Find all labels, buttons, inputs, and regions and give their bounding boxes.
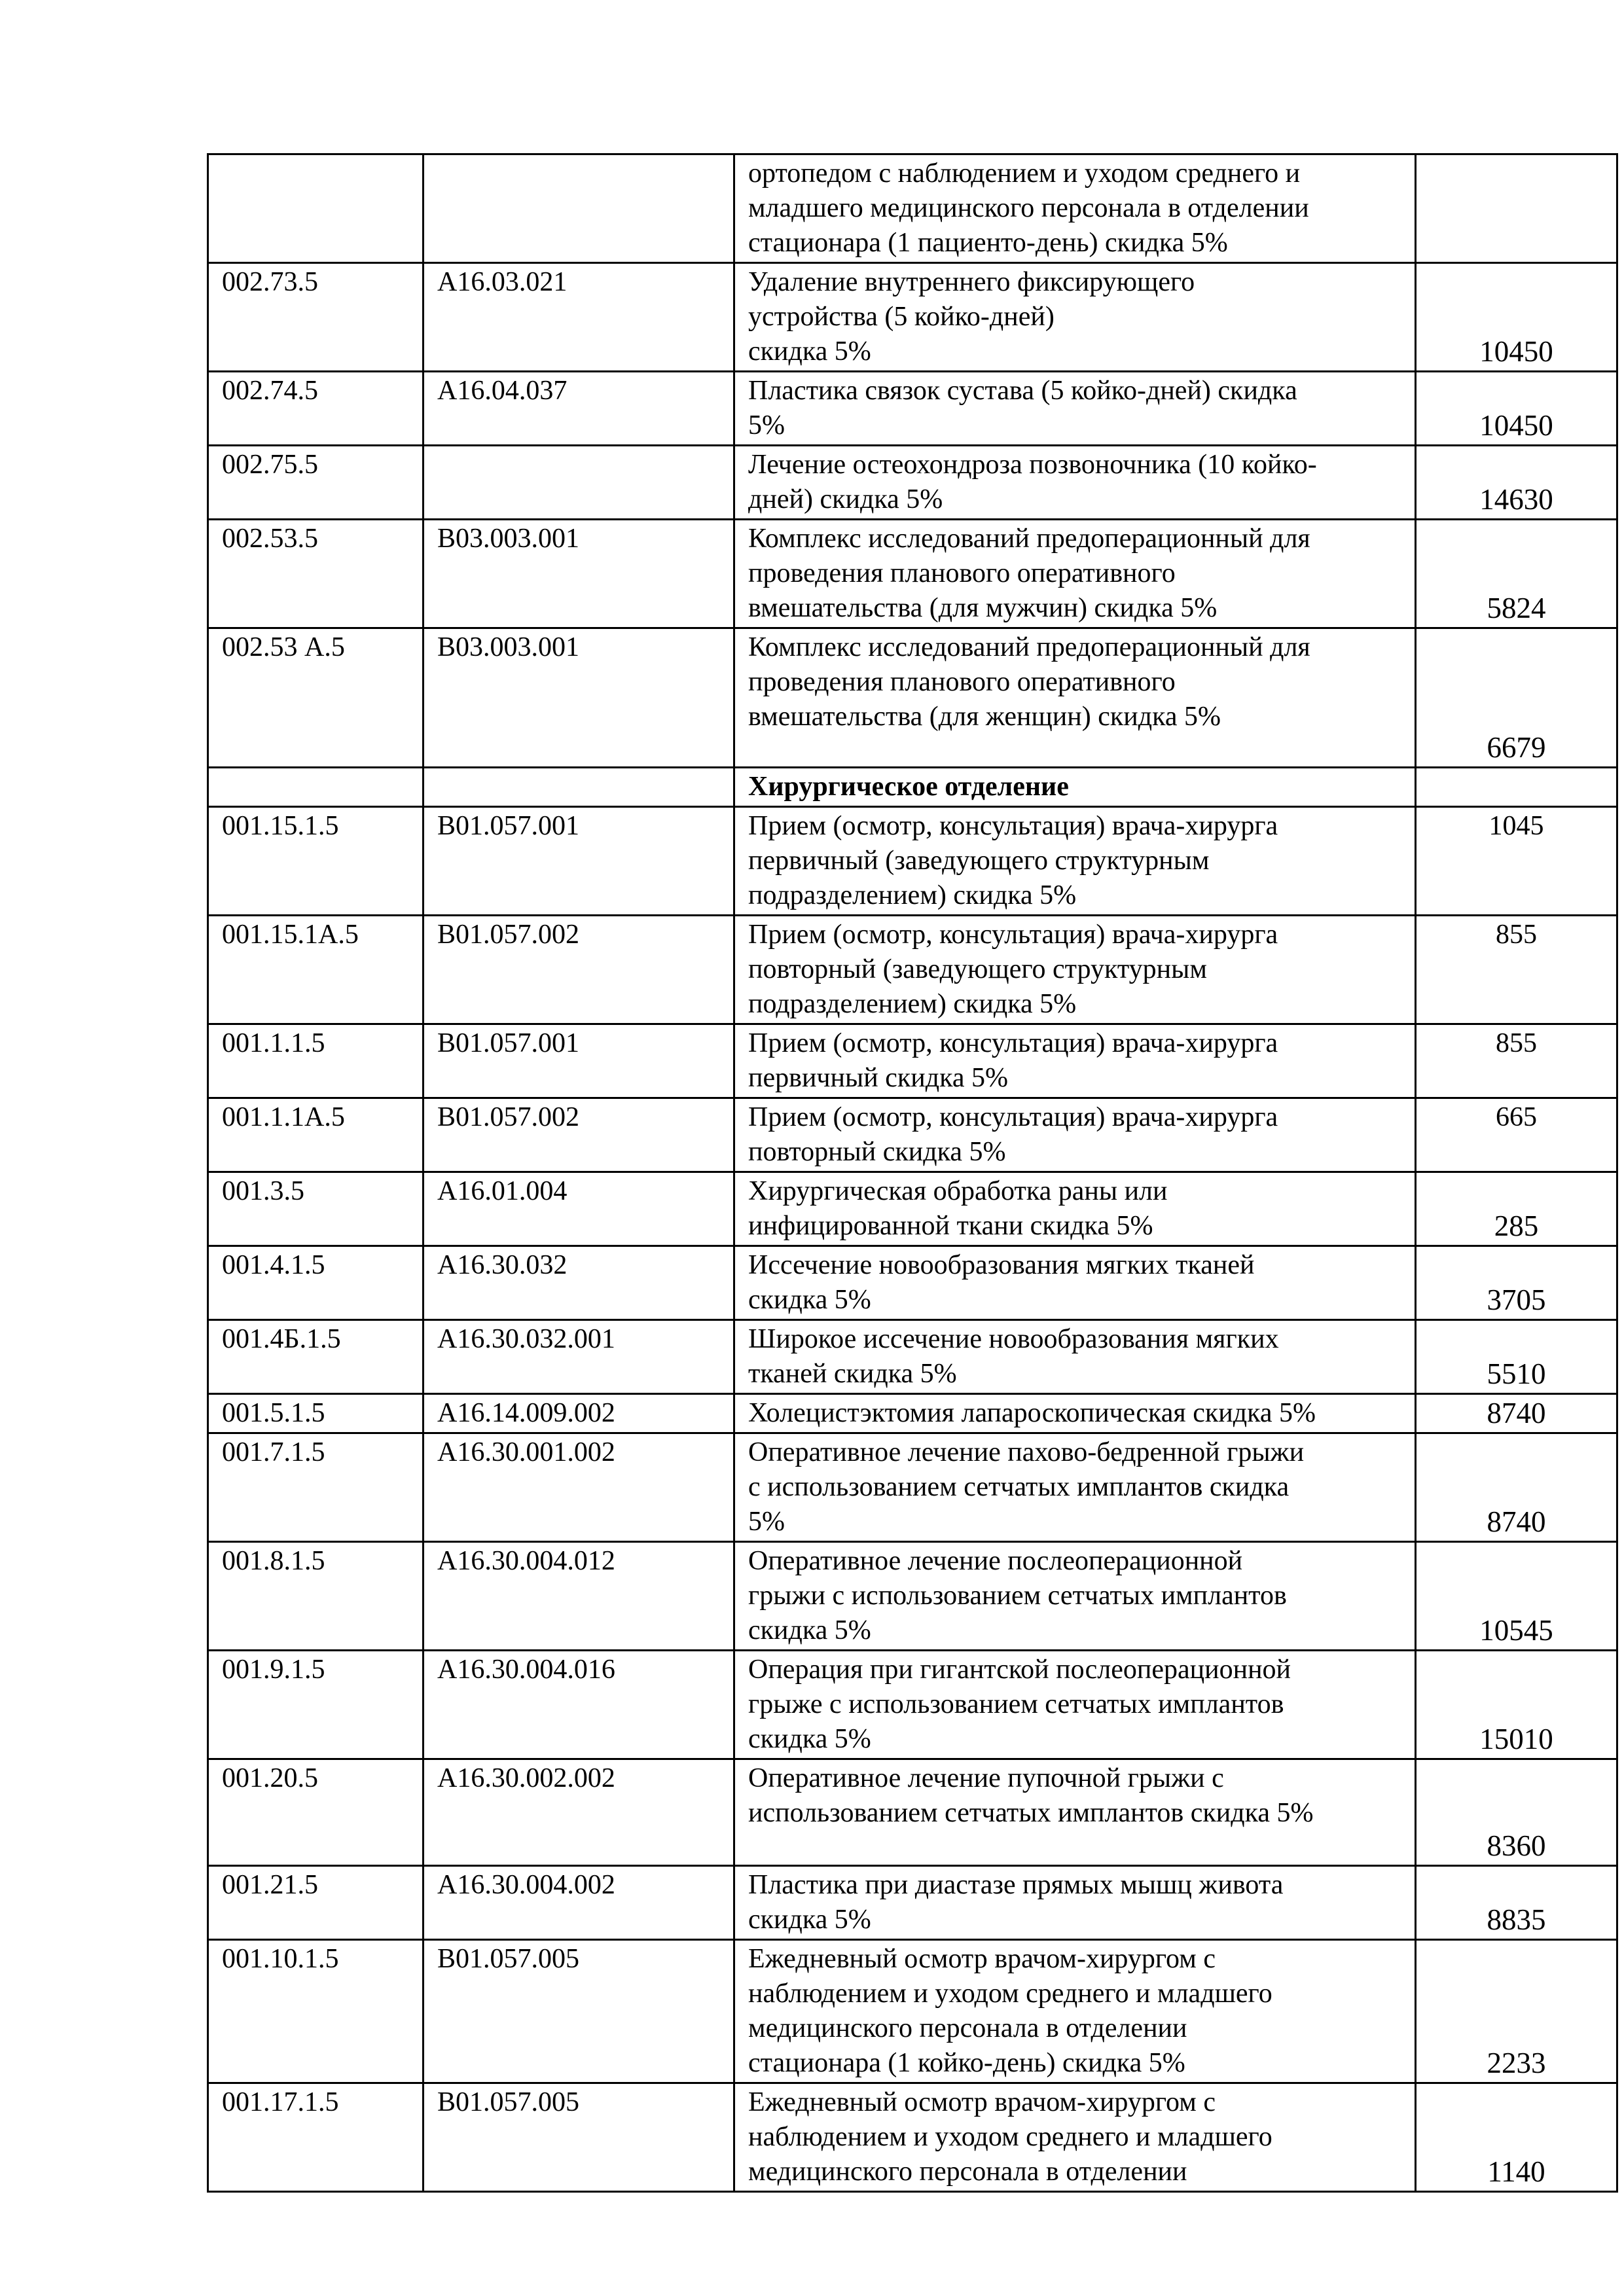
service-code-cell: 001.1.1.5 [208, 1024, 424, 1098]
nomenclature-code-cell: A16.30.004.002 [424, 1866, 734, 1940]
price-cell: 855 [1416, 1024, 1617, 1098]
nomenclature-code-cell [424, 768, 734, 807]
service-code-cell: 002.74.5 [208, 372, 424, 446]
table-row [208, 2083, 1617, 2192]
service-code-cell: 001.3.5 [208, 1172, 424, 1246]
service-name-cell: Оперативное лечение пупочной грыжи с использованием сетчатых имплантов скидка 5% [734, 1759, 1416, 1866]
service-name-cell: Ежедневный осмотр врачом-хирургом с наблюдением и уходом среднего и младшего медицинского персонала в отделении [734, 2083, 1416, 2192]
table-row [208, 1246, 1617, 1320]
nomenclature-code-cell [424, 446, 734, 520]
service-code-cell: 001.9.1.5 [208, 1651, 424, 1759]
service-name-cell: Холецистэктомия лапароскопическая скидка 5% [734, 1394, 1416, 1433]
service-code-cell: 001.7.1.5 [208, 1433, 424, 1542]
section-header-row [208, 768, 1617, 807]
service-name-cell: Оперативное лечение пахово-бедренной грыжи с использованием сетчатых имплантов скидка 5% [734, 1433, 1416, 1542]
price-cell: 6679 [1416, 628, 1617, 768]
price-cell: 3705 [1416, 1246, 1617, 1320]
service-name-cell: Операция при гигантской послеоперационной грыже с использованием сетчатых имплантов скидка 5% [734, 1651, 1416, 1759]
price-cell: 5824 [1416, 520, 1617, 628]
service-code-cell [208, 154, 424, 263]
table-row [208, 154, 1617, 263]
price-table [207, 153, 1618, 2193]
nomenclature-code-cell: B01.057.002 [424, 916, 734, 1024]
table-row [208, 1172, 1617, 1246]
service-code-cell: 001.1.1А.5 [208, 1098, 424, 1172]
nomenclature-code-cell: A16.30.032 [424, 1246, 734, 1320]
service-code-cell: 001.8.1.5 [208, 1542, 424, 1651]
price-cell: 10545 [1416, 1542, 1617, 1651]
table-row [208, 1320, 1617, 1394]
nomenclature-code-cell: B01.057.002 [424, 1098, 734, 1172]
nomenclature-code-cell: A16.14.009.002 [424, 1394, 734, 1433]
service-name-cell: Хирургическая обработка раны или инфицированной ткани скидка 5% [734, 1172, 1416, 1246]
service-code-cell: 001.21.5 [208, 1866, 424, 1940]
table-row [208, 1433, 1617, 1542]
nomenclature-code-cell: A16.30.004.012 [424, 1542, 734, 1651]
price-cell: 1140 [1416, 2083, 1617, 2192]
service-code-cell: 001.17.1.5 [208, 2083, 424, 2192]
table-row [208, 628, 1617, 768]
service-code-cell: 001.10.1.5 [208, 1940, 424, 2083]
service-code-cell: 001.5.1.5 [208, 1394, 424, 1433]
service-name-cell: ортопедом с наблюдением и уходом среднего и младшего медицинского персонала в отделении стационара (1 пациенто-день) скидка 5% [734, 154, 1416, 263]
table-row [208, 263, 1617, 372]
service-name-cell: Пластика связок сустава (5 койко-дней) скидка 5% [734, 372, 1416, 446]
nomenclature-code-cell: B03.003.001 [424, 628, 734, 768]
price-cell: 2233 [1416, 1940, 1617, 2083]
service-code-cell: 001.4Б.1.5 [208, 1320, 424, 1394]
price-cell: 14630 [1416, 446, 1617, 520]
service-name-cell: Удаление внутреннего фиксирующего устройства (5 койко-дней) скидка 5% [734, 263, 1416, 372]
service-code-cell: 002.73.5 [208, 263, 424, 372]
nomenclature-code-cell: B01.057.005 [424, 1940, 734, 2083]
price-cell: 10450 [1416, 263, 1617, 372]
table-row [208, 1542, 1617, 1651]
service-name-cell: Комплекс исследований предоперационный для проведения планового оперативного вмешательства (для женщин) скидка 5% [734, 628, 1416, 768]
service-name-cell: Комплекс исследований предоперационный для проведения планового оперативного вмешательства (для мужчин) скидка 5% [734, 520, 1416, 628]
price-cell: 10450 [1416, 372, 1617, 446]
service-code-cell: 001.4.1.5 [208, 1246, 424, 1320]
price-cell: 665 [1416, 1098, 1617, 1172]
nomenclature-code-cell: B01.057.001 [424, 807, 734, 916]
nomenclature-code-cell: A16.30.001.002 [424, 1433, 734, 1542]
table-row [208, 1024, 1617, 1098]
service-name-cell: Лечение остеохондроза позвоночника (10 койко- дней) скидка 5% [734, 446, 1416, 520]
nomenclature-code-cell: B01.057.001 [424, 1024, 734, 1098]
nomenclature-code-cell: A16.03.021 [424, 263, 734, 372]
nomenclature-code-cell: A16.04.037 [424, 372, 734, 446]
service-name-cell: Ежедневный осмотр врачом-хирургом с наблюдением и уходом среднего и младшего медицинского персонала в отделении стационара (1 койко-день) скидка 5% [734, 1940, 1416, 2083]
price-cell: 15010 [1416, 1651, 1617, 1759]
table-row [208, 372, 1617, 446]
nomenclature-code-cell: A16.30.004.016 [424, 1651, 734, 1759]
service-code-cell: 001.20.5 [208, 1759, 424, 1866]
nomenclature-code-cell: A16.30.032.001 [424, 1320, 734, 1394]
service-name-cell: Иссечение новообразования мягких тканей скидка 5% [734, 1246, 1416, 1320]
price-cell [1416, 154, 1617, 263]
price-cell: 5510 [1416, 1320, 1617, 1394]
service-name-cell: Прием (осмотр, консультация) врача-хирурга первичный скидка 5% [734, 1024, 1416, 1098]
service-code-cell: 002.53.5 [208, 520, 424, 628]
price-cell: 8835 [1416, 1866, 1617, 1940]
price-cell: 285 [1416, 1172, 1617, 1246]
price-cell: 8740 [1416, 1433, 1617, 1542]
table-row [208, 520, 1617, 628]
service-code-cell [208, 768, 424, 807]
price-cell [1416, 768, 1617, 807]
table-row [208, 807, 1617, 916]
nomenclature-code-cell: A16.30.002.002 [424, 1759, 734, 1866]
service-name-cell: Оперативное лечение послеоперационной грыжи с использованием сетчатых имплантов скидка 5% [734, 1542, 1416, 1651]
price-table-body [208, 154, 1617, 2192]
nomenclature-code-cell: A16.01.004 [424, 1172, 734, 1246]
price-cell: 1045 [1416, 807, 1617, 916]
table-row [208, 1098, 1617, 1172]
table-row [208, 1651, 1617, 1759]
service-name-cell: Прием (осмотр, консультация) врача-хирурга повторный скидка 5% [734, 1098, 1416, 1172]
table-row [208, 1759, 1617, 1866]
service-code-cell: 002.53 А.5 [208, 628, 424, 768]
table-row [208, 1866, 1617, 1940]
table-row [208, 1940, 1617, 2083]
service-name-cell: Широкое иссечение новообразования мягких тканей скидка 5% [734, 1320, 1416, 1394]
service-name-cell: Прием (осмотр, консультация) врача-хирурга повторный (заведующего структурным подразделением) скидка 5% [734, 916, 1416, 1024]
price-cell: 855 [1416, 916, 1617, 1024]
service-code-cell: 001.15.1.5 [208, 807, 424, 916]
section-title: Хирургическое отделение [734, 768, 1416, 807]
table-row [208, 446, 1617, 520]
service-name-cell: Пластика при диастазе прямых мышц живота скидка 5% [734, 1866, 1416, 1940]
table-row [208, 916, 1617, 1024]
nomenclature-code-cell: B01.057.005 [424, 2083, 734, 2192]
price-cell: 8360 [1416, 1759, 1617, 1866]
price-cell: 8740 [1416, 1394, 1617, 1433]
service-code-cell: 001.15.1А.5 [208, 916, 424, 1024]
table-row [208, 1394, 1617, 1433]
service-code-cell: 002.75.5 [208, 446, 424, 520]
service-name-cell: Прием (осмотр, консультация) врача-хирурга первичный (заведующего структурным подразделением) скидка 5% [734, 807, 1416, 916]
nomenclature-code-cell: B03.003.001 [424, 520, 734, 628]
nomenclature-code-cell [424, 154, 734, 263]
